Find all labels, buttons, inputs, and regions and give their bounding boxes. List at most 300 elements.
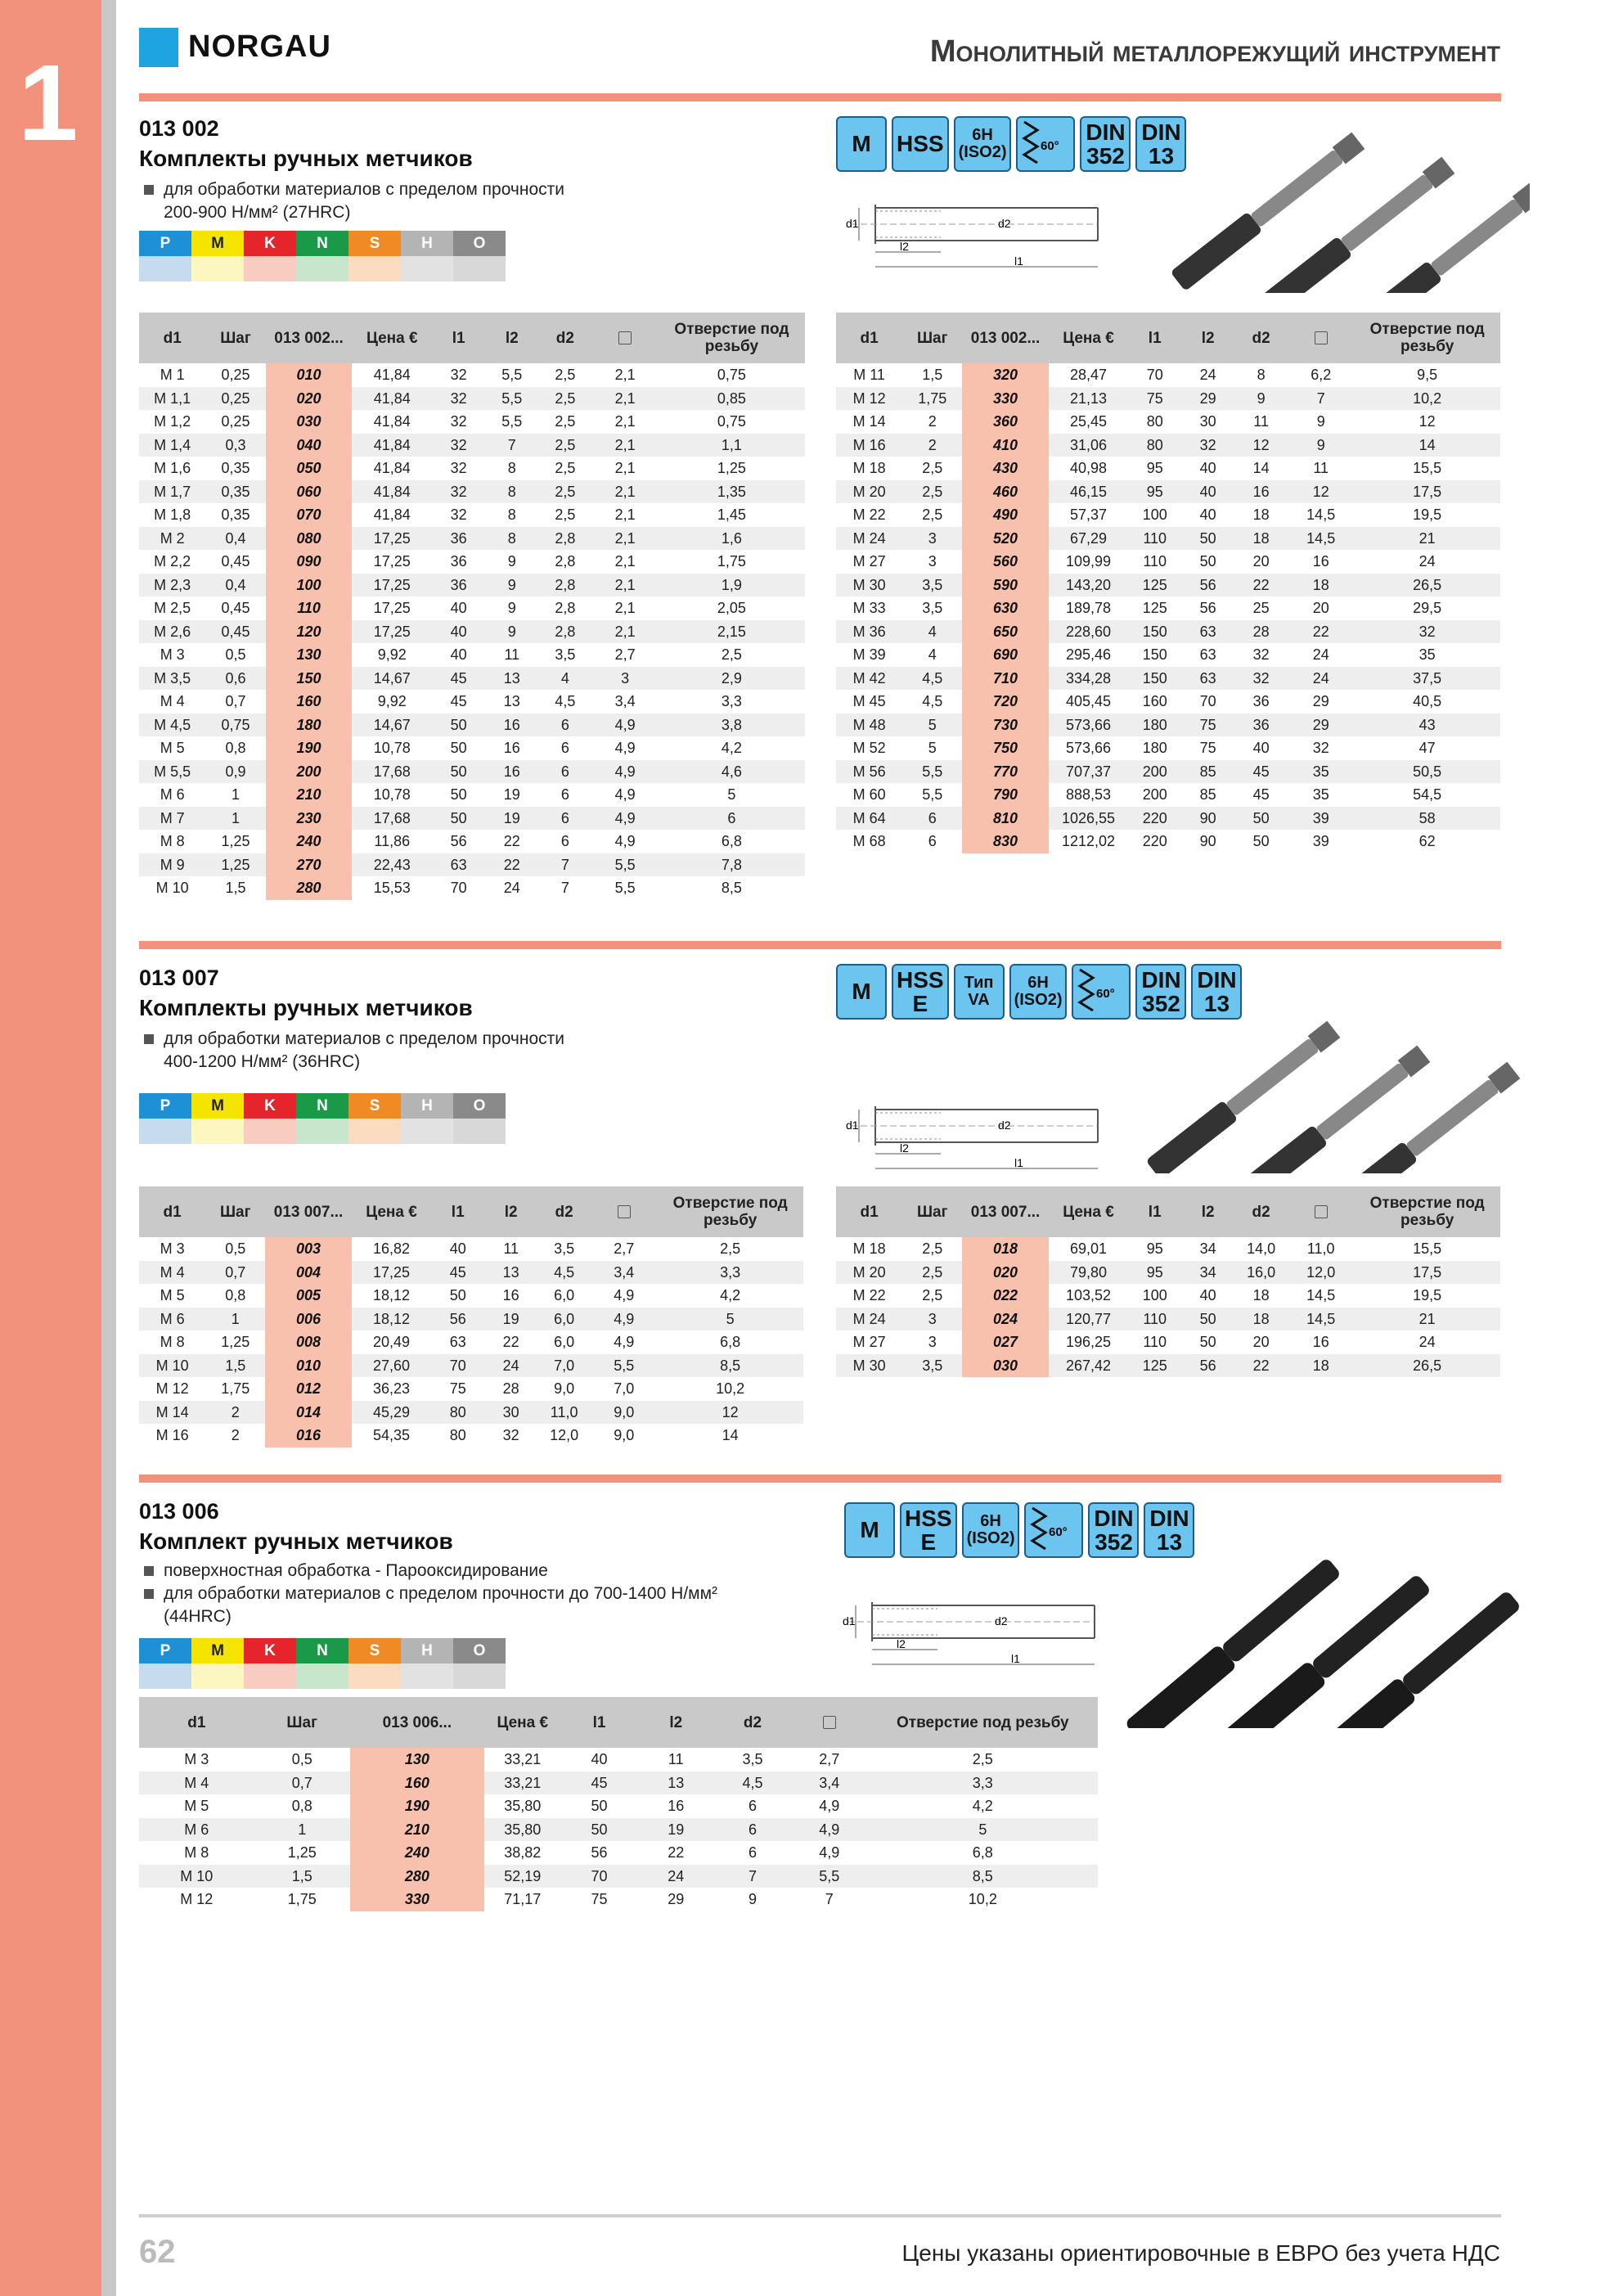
order-code: 022 — [962, 1284, 1049, 1308]
table-cell: 85 — [1181, 760, 1234, 784]
table-cell: M 20 — [836, 480, 902, 504]
order-code: 320 — [962, 363, 1049, 387]
table-cell: 6,8 — [972, 1844, 993, 1862]
table-cell: 40 — [1181, 480, 1234, 504]
table-cell: 2,8 — [555, 553, 576, 570]
table-cell: 6 — [902, 807, 962, 831]
column-header: l1 — [1128, 1186, 1181, 1237]
table-cell: 6,0 — [537, 1308, 591, 1331]
badge-line-2: 352 — [1142, 991, 1180, 1016]
table-cell: 95 — [1146, 460, 1163, 477]
table-cell: 4 — [538, 667, 591, 691]
badge-line-1: M — [860, 1517, 879, 1543]
table-cell: 573,66 — [1049, 714, 1128, 737]
order-code: 830 — [962, 830, 1049, 853]
table-cell: 2,1 — [614, 553, 636, 570]
spec-badge — [1009, 964, 1068, 1020]
table-cell: 3,3 — [868, 1772, 1098, 1795]
table-cell: 4,2 — [721, 740, 742, 757]
table-cell: 40 — [1252, 740, 1270, 757]
table-cell: 4,9 — [819, 1844, 840, 1862]
table-cell: 41,84 — [373, 506, 411, 524]
table-cell: 47 — [1418, 740, 1436, 757]
table-cell: 0,7 — [254, 1772, 350, 1795]
column-header: Цена € — [1049, 313, 1128, 363]
table-cell: 3 — [902, 1308, 962, 1331]
table-cell: 6 — [714, 1818, 791, 1842]
d2-label: d2 — [998, 1119, 1011, 1132]
table-cell: M 16 — [836, 434, 902, 457]
table-cell: 9 — [749, 1891, 758, 1908]
table-cell: 4,9 — [591, 1308, 657, 1331]
table-cell: 0,75 — [717, 413, 746, 430]
table-cell: 41,84 — [352, 480, 432, 504]
order-code: 027 — [962, 1330, 1049, 1354]
column-header: 013 007... — [265, 1186, 352, 1237]
material-label: M — [191, 1093, 244, 1119]
table-row — [139, 527, 805, 551]
table-cell: 8,5 — [721, 880, 742, 897]
table-cell: 6 — [538, 714, 591, 737]
table-cell: 5 — [928, 740, 937, 757]
table-cell: 41,84 — [373, 460, 411, 477]
table-cell: M 4 — [139, 1261, 205, 1285]
material-cell — [191, 1119, 244, 1144]
table-cell: 1,45 — [717, 506, 746, 524]
table-cell: M 16 — [155, 1427, 189, 1444]
order-code: 010 — [266, 363, 353, 387]
table-cell: 6 — [659, 807, 805, 831]
table-cell: 11,86 — [374, 833, 411, 850]
table-cell: 1,25 — [717, 460, 746, 477]
table-cell: 29,5 — [1413, 600, 1442, 617]
table-cell: M 1,7 — [139, 480, 205, 504]
table-row — [139, 853, 805, 877]
table-cell: 75 — [449, 1380, 466, 1398]
table-cell: 57,37 — [1070, 506, 1108, 524]
table-cell: 36 — [1234, 714, 1288, 737]
table-row — [139, 1888, 1098, 1911]
section-code: 013 006 — [139, 1499, 219, 1524]
table-row — [139, 1261, 803, 1285]
table-cell: 10,78 — [373, 786, 411, 804]
table-cell: M 22 — [852, 1287, 886, 1304]
table-row — [139, 807, 805, 831]
table-cell: 16 — [503, 740, 520, 757]
tap-size-table — [139, 1186, 803, 1447]
table-cell: 228,60 — [1049, 620, 1128, 644]
table-row — [139, 667, 805, 691]
hand-taps-black-photo — [1113, 1491, 1522, 1728]
table-cell: 6 — [538, 760, 591, 784]
material-cell — [244, 1663, 296, 1689]
table-cell: 110 — [1128, 527, 1181, 551]
table-cell: 2,5 — [538, 387, 591, 411]
table-row — [139, 574, 805, 597]
badge-line-1: 6H — [972, 126, 993, 144]
table-cell: M 18 — [852, 1240, 886, 1258]
order-code: 240 — [350, 1841, 484, 1865]
table-row — [836, 736, 1500, 760]
order-code: 020 — [962, 1261, 1049, 1285]
order-code: 200 — [266, 760, 353, 784]
column-header: Отверстие под резьбу — [659, 313, 805, 363]
table-cell: 2,1 — [591, 434, 658, 457]
table-cell: 1,9 — [659, 574, 805, 597]
table-cell: M 9 — [139, 853, 205, 877]
column-header-square — [591, 1186, 657, 1237]
table-cell: 41,84 — [352, 387, 432, 411]
table-cell: M 6 — [139, 1308, 205, 1331]
material-cell — [139, 1119, 191, 1144]
order-code: 050 — [266, 457, 353, 480]
table-cell: 7 — [1288, 387, 1354, 411]
table-cell: 5,5 — [501, 413, 523, 430]
spec-badge — [962, 1502, 1020, 1558]
table-cell: 0,75 — [205, 714, 265, 737]
table-row — [836, 527, 1500, 551]
square-shank-icon — [823, 1716, 836, 1729]
table-cell: M 18 — [852, 460, 886, 477]
table-cell: 22,43 — [352, 853, 432, 877]
table-cell: M 3 — [160, 1240, 185, 1258]
table-cell: 9,92 — [377, 646, 407, 664]
table-cell: 1,5 — [225, 880, 246, 897]
order-code: 560 — [962, 550, 1049, 574]
spec-badges — [836, 116, 1186, 172]
table-cell: 95 — [1128, 1261, 1181, 1285]
table-cell: 39 — [1312, 833, 1329, 850]
table-cell: M 42 — [836, 667, 902, 691]
table-row — [139, 643, 805, 667]
spec-badge — [844, 1502, 895, 1558]
table-cell: 2,5 — [922, 1240, 943, 1258]
table-cell: 2 — [902, 434, 962, 457]
table-row — [139, 1841, 1098, 1865]
table-cell: 4,9 — [614, 740, 636, 757]
column-header: Цена € — [352, 313, 432, 363]
table-cell: 0,35 — [205, 480, 265, 504]
table-cell: 29 — [668, 1891, 685, 1908]
table-cell: 180 — [1128, 714, 1181, 737]
table-cell: 13 — [485, 667, 538, 691]
table-cell: M 5 — [160, 740, 185, 757]
material-label: P — [139, 1638, 191, 1663]
table-cell: 18 — [1234, 1308, 1288, 1331]
table-cell: 90 — [1181, 807, 1234, 831]
column-header: d2 — [537, 1186, 591, 1237]
table-cell: 10,2 — [716, 1380, 745, 1398]
table-cell: 2,8 — [555, 600, 576, 617]
material-label: M — [191, 1638, 244, 1663]
material-label: P — [139, 1093, 191, 1119]
table-cell: 17,25 — [373, 600, 411, 617]
table-cell: 0,45 — [221, 553, 250, 570]
table-cell: 2,5 — [902, 480, 962, 504]
table-cell: M 48 — [836, 714, 902, 737]
badge-line-2: E — [912, 991, 928, 1016]
table-cell: 7 — [825, 1891, 834, 1908]
table-cell: 37,5 — [1354, 667, 1500, 691]
table-cell: 405,45 — [1066, 693, 1112, 710]
table-cell: 26,5 — [1354, 574, 1500, 597]
table-cell: 5,5 — [591, 1354, 657, 1378]
table-cell: 70 — [450, 880, 467, 897]
order-code: 080 — [266, 527, 353, 551]
table-cell: 0,8 — [291, 1798, 312, 1815]
column-header: 013 002... — [962, 313, 1049, 363]
table-cell: M 27 — [852, 553, 886, 570]
table-cell: 24 — [1288, 667, 1354, 691]
table-cell: 70 — [431, 1354, 484, 1378]
column-header: Шаг — [902, 313, 962, 363]
table-cell: 71,17 — [504, 1891, 542, 1908]
thread-profile-badge — [1072, 964, 1131, 1020]
order-code: 210 — [266, 783, 353, 807]
order-code: 003 — [265, 1237, 352, 1261]
table-cell: 32 — [1234, 667, 1288, 691]
table-cell: M 3 — [184, 1751, 209, 1768]
table-row — [139, 876, 805, 900]
badge-line-2: 13 — [1148, 143, 1175, 169]
table-cell: 19 — [485, 807, 538, 831]
table-cell: 120,77 — [1049, 1308, 1128, 1331]
table-cell: 30 — [1199, 413, 1216, 430]
table-row — [836, 503, 1500, 527]
table-cell: 3,5 — [742, 1751, 763, 1768]
table-row — [139, 1865, 1098, 1889]
table-cell: 3,5 — [555, 646, 576, 664]
table-cell: 6 — [538, 807, 591, 831]
order-code: 190 — [266, 736, 353, 760]
column-header: d1 — [139, 1697, 254, 1748]
column-header: l2 — [637, 1697, 714, 1748]
table-cell: M 12 — [180, 1891, 214, 1908]
table-cell: 41,84 — [352, 434, 432, 457]
table-cell: 12 — [1418, 413, 1436, 430]
thread-60-icon — [1029, 1505, 1078, 1555]
column-header: d2 — [714, 1697, 791, 1748]
table-cell: 17,5 — [1354, 1261, 1500, 1285]
table-row — [836, 643, 1500, 667]
table-cell: 17,25 — [352, 574, 432, 597]
material-label: N — [296, 1093, 348, 1119]
table-cell: 6,0 — [554, 1334, 575, 1351]
table-cell: 11,0 — [1306, 1240, 1335, 1258]
d2-label: d2 — [995, 1614, 1008, 1627]
column-header: d1 — [836, 313, 902, 363]
column-header-square — [1288, 313, 1354, 363]
table-cell: 30 — [484, 1401, 537, 1425]
table-cell: 6,0 — [554, 1287, 575, 1304]
order-code: 430 — [962, 457, 1049, 480]
table-cell: 34 — [1199, 1240, 1216, 1258]
table-cell: 11 — [503, 1240, 519, 1258]
column-header-square — [591, 313, 658, 363]
table-cell: 7,0 — [614, 1380, 635, 1398]
table-cell: 9,0 — [591, 1401, 657, 1425]
table-cell: 4 — [928, 646, 937, 664]
badge-line-1: DIN — [1086, 119, 1126, 145]
order-code: 790 — [962, 783, 1049, 807]
order-code: 190 — [350, 1794, 484, 1818]
table-cell: 1 — [254, 1818, 350, 1842]
table-cell: 11 — [504, 646, 520, 664]
table-cell: 3 — [902, 527, 962, 551]
table-cell: 25,45 — [1070, 413, 1108, 430]
table-row — [836, 574, 1500, 597]
table-row — [139, 550, 805, 574]
table-cell: 573,66 — [1066, 740, 1112, 757]
table-cell: 13 — [503, 693, 520, 710]
table-row — [836, 1308, 1500, 1331]
table-cell: 2,5 — [538, 480, 591, 504]
table-cell: 150 — [1128, 620, 1181, 644]
material-label: H — [401, 1093, 453, 1119]
table-cell: 2,1 — [591, 620, 658, 644]
table-cell: 14,5 — [1306, 506, 1336, 524]
table-cell: 17,25 — [373, 553, 411, 570]
table-cell: 1,1 — [659, 434, 805, 457]
page-title-text: Монолитный металлорежущий инструмент — [929, 34, 1500, 69]
table-cell: 32 — [1312, 740, 1329, 757]
order-code: 410 — [962, 434, 1049, 457]
header-rule — [139, 93, 1501, 101]
table-cell: 5 — [868, 1818, 1098, 1842]
table-cell: 1,25 — [287, 1844, 317, 1862]
table-cell: 6 — [749, 1844, 758, 1862]
table-cell: M 2 — [139, 527, 205, 551]
l2-label: l2 — [900, 1141, 909, 1155]
order-code: 690 — [962, 643, 1049, 667]
column-header: d1 — [139, 313, 205, 363]
column-header: 013 007... — [962, 1186, 1049, 1237]
badge-line-1: DIN — [1197, 966, 1237, 993]
table-row — [836, 830, 1500, 853]
table-cell: 45 — [1252, 786, 1270, 804]
table-cell: M 3 — [160, 646, 185, 664]
table-cell: 24 — [1418, 553, 1436, 570]
material-label: N — [296, 231, 348, 256]
table-row — [836, 690, 1500, 714]
table-cell: M 33 — [852, 600, 886, 617]
material-label: K — [244, 1093, 296, 1119]
table-cell: 19 — [503, 786, 520, 804]
table-cell: 4,5 — [714, 1772, 791, 1795]
table-cell: 80 — [1146, 413, 1163, 430]
table-cell: 50 — [450, 740, 467, 757]
tap-size-table — [836, 313, 1500, 853]
order-code: 030 — [962, 1354, 1049, 1378]
table-cell: 16 — [1234, 480, 1288, 504]
table-cell: 40 — [1199, 506, 1216, 524]
order-code: 018 — [962, 1237, 1049, 1261]
order-code: 090 — [266, 550, 353, 574]
order-code: 014 — [265, 1401, 352, 1425]
table-row — [836, 807, 1500, 831]
table-cell: M 7 — [139, 807, 205, 831]
order-code: 012 — [265, 1377, 352, 1401]
table-cell: 18 — [1252, 1287, 1270, 1304]
table-cell: 22 — [1234, 1354, 1288, 1378]
table-cell: M 60 — [852, 786, 886, 804]
table-row — [836, 620, 1500, 644]
section-bullet: для обработки материалов с пределом прочности до 700-1400 Н/мм² (44HRC) — [141, 1582, 785, 1628]
table-cell: 0,8 — [225, 740, 246, 757]
order-code: 024 — [962, 1308, 1049, 1331]
table-cell: 4,9 — [614, 1287, 635, 1304]
table-row — [836, 1284, 1500, 1308]
table-cell: M 6 — [139, 1818, 254, 1842]
table-cell: 100 — [1142, 506, 1167, 524]
table-cell: 26,5 — [1354, 1354, 1500, 1378]
column-header: l2 — [1181, 1186, 1234, 1237]
order-code: 650 — [962, 620, 1049, 644]
column-header-square — [791, 1697, 868, 1748]
table-cell: 35 — [1312, 786, 1329, 804]
table-cell: 3,5 — [902, 574, 962, 597]
order-code: 810 — [962, 807, 1049, 831]
thread-profile-badge — [1016, 116, 1075, 172]
table-cell: 19 — [637, 1818, 714, 1842]
table-cell: 46,15 — [1049, 480, 1128, 504]
table-cell: 56 — [450, 833, 467, 850]
table-cell: 3,8 — [659, 714, 805, 737]
table-cell: 8,5 — [868, 1865, 1098, 1889]
table-cell: 2,5 — [555, 506, 576, 524]
table-cell: 5 — [902, 714, 962, 737]
l2-label: l2 — [897, 1637, 906, 1650]
table-cell: 63 — [449, 1334, 466, 1351]
table-cell: 4,5 — [537, 1261, 591, 1285]
table-cell: 4,5 — [902, 667, 962, 691]
table-cell: 103,52 — [1066, 1287, 1112, 1304]
table-cell: 5 — [657, 1308, 803, 1331]
table-cell: 196,25 — [1066, 1334, 1112, 1351]
square-shank-icon — [1315, 1205, 1328, 1218]
table-cell: M 5 — [184, 1798, 209, 1815]
table-cell: 0,75 — [717, 367, 746, 384]
table-cell: 45 — [431, 1261, 484, 1285]
table-cell: 3,4 — [791, 1772, 868, 1795]
material-label: N — [296, 1638, 348, 1663]
column-header: d2 — [1234, 1186, 1288, 1237]
badge-line-1: M — [852, 131, 871, 157]
table-cell: 50 — [1199, 1334, 1216, 1351]
order-code: 006 — [265, 1308, 352, 1331]
thread-angle: 60° — [1096, 987, 1116, 1001]
table-cell: 160 — [1142, 693, 1167, 710]
table-cell: 22 — [503, 833, 520, 850]
table-cell: 17,25 — [352, 1261, 431, 1285]
table-cell: 6,8 — [721, 833, 742, 850]
column-header: Цена € — [352, 1186, 431, 1237]
column-header: d2 — [538, 313, 591, 363]
table-cell: M 20 — [836, 1261, 902, 1285]
table-cell: 2 — [928, 413, 937, 430]
page-number: 62 — [139, 2234, 176, 2270]
table-cell: 11,0 — [537, 1401, 591, 1425]
table-cell: 18,12 — [352, 1308, 431, 1331]
table-cell: 22 — [668, 1844, 685, 1862]
table-cell: 32 — [450, 506, 467, 524]
material-cell — [348, 1119, 401, 1144]
table-row — [836, 597, 1500, 620]
table-cell: 0,7 — [225, 693, 246, 710]
badge-line-1: HSS — [905, 1505, 952, 1531]
table-cell: 0,4 — [205, 574, 265, 597]
material-cell — [191, 256, 244, 281]
